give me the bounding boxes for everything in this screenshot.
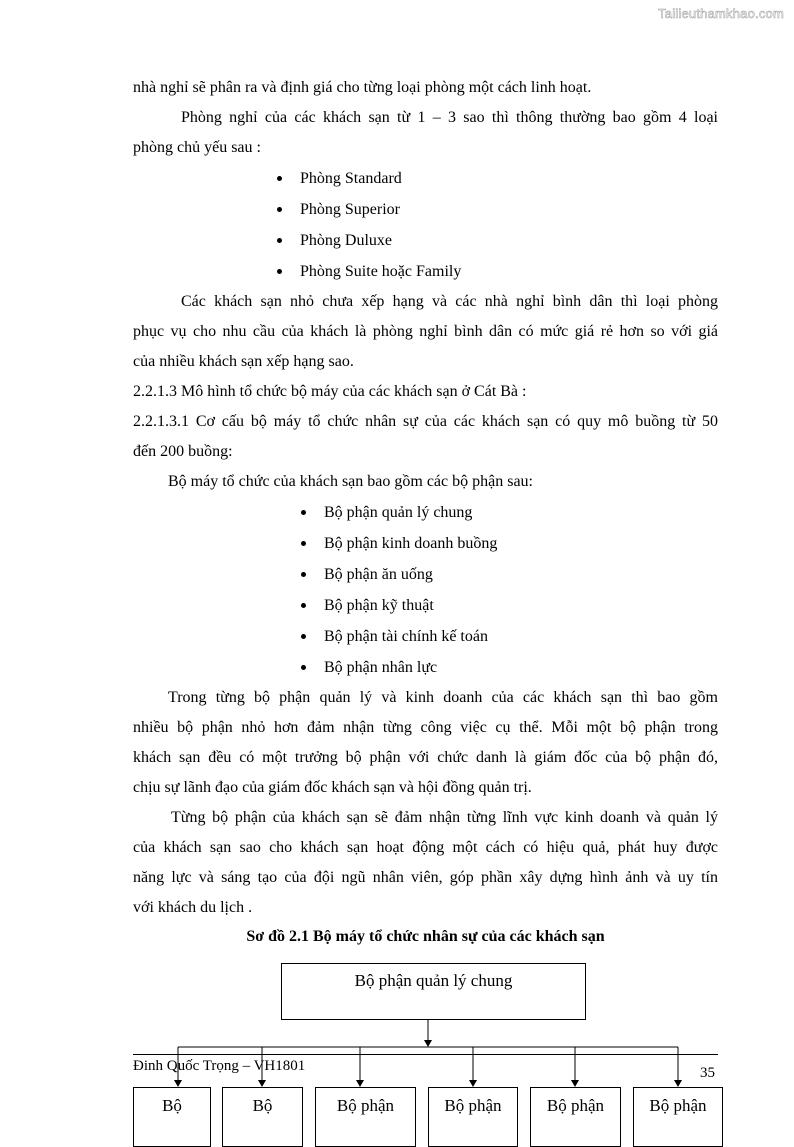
paragraph-line: Từng bộ phận của khách sạn sẽ đảm nhận từng lĩnh vực kinh doanh và quản lý — [171, 809, 718, 826]
diagram-caption: Sơ đồ 2.1 Bộ máy tổ chức nhân sự của các khách sạn — [246, 928, 605, 945]
paragraph-line: Phòng nghỉ của các khách sạn từ 1 – 3 sao thì thông thường bao gồm 4 loại — [181, 109, 718, 126]
room-type-item: Phòng Suite hoặc Family — [300, 262, 461, 282]
paragraph-line: Trong từng bộ phận quản lý và kinh doanh của các khách sạn thì bao gồm — [168, 689, 718, 706]
watermark: Tailieuthamkhao.com — [658, 6, 784, 21]
department-item: Bộ phận tài chính kế toán — [324, 627, 488, 647]
section-heading: 2.2.1.3 Mô hình tổ chức bộ máy của các khách sạn ở Cát Bà : — [133, 383, 527, 400]
room-type-item: Phòng Superior — [300, 200, 400, 220]
footer-author: Đinh Quốc Trọng – VH1801 — [133, 1058, 306, 1074]
subsection-heading: 2.2.1.3.1 Cơ cấu bộ máy tổ chức nhân sự của các khách sạn có quy mô buồng từ 50 — [133, 413, 718, 430]
child-department-box: Bộ phận — [530, 1087, 621, 1147]
paragraph-line: chịu sự lãnh đạo của giám đốc khách sạn và hội đồng quản trị. — [133, 779, 532, 796]
child-department-box: Bộ phận — [633, 1087, 723, 1147]
subsection-heading: đến 200 buồng: — [133, 443, 233, 460]
footer-rule — [133, 1054, 718, 1055]
page-number: 35 — [700, 1065, 715, 1081]
child-department-box: Bộ phận — [315, 1087, 416, 1147]
department-item: Bộ phận kỹ thuật — [324, 596, 434, 616]
child-department-box: Bộ phận — [428, 1087, 518, 1147]
child-department-box: Bộ — [222, 1087, 303, 1147]
department-item: Bộ phận kinh doanh buồng — [324, 534, 497, 554]
paragraph-line: năng lực và sáng tạo của đội ngũ nhân viên, góp phần xây dựng hình ảnh và uy tín — [133, 869, 718, 886]
room-type-item: Phòng Standard — [300, 169, 402, 189]
paragraph-line: Bộ máy tổ chức của khách sạn bao gồm các bộ phận sau: — [168, 473, 533, 490]
paragraph-line: với khách du lịch . — [133, 899, 253, 916]
department-item: Bộ phận nhân lực — [324, 658, 437, 678]
paragraph-line: nhà nghỉ sẽ phân ra và định giá cho từng loại phòng một cách linh hoạt. — [133, 79, 592, 96]
department-item: Bộ phận quản lý chung — [324, 503, 472, 523]
paragraph-line: của nhiều khách sạn xếp hạng sao. — [133, 353, 354, 370]
department-item: Bộ phận ăn uống — [324, 565, 433, 585]
paragraph-line: nhiều bộ phận nhỏ hơn đảm nhận từng công việc cụ thể. Mỗi một bộ phận trong — [133, 719, 718, 736]
paragraph-line: phòng chủ yếu sau : — [133, 139, 261, 156]
room-type-item: Phòng Duluxe — [300, 231, 392, 251]
arrow-icon — [424, 1040, 432, 1047]
paragraph-line: Các khách sạn nhỏ chưa xếp hạng và các nhà nghỉ bình dân thì loại phòng — [181, 293, 718, 310]
paragraph-line: phục vụ cho nhu cầu của khách là phòng nghỉ bình dân có mức giá rẻ hơn so với giá — [133, 323, 718, 340]
paragraph-line: của khách sạn sao cho khách sạn hoạt động một cách có hiệu quả, phát huy được — [133, 839, 718, 856]
management-box: Bộ phận quản lý chung — [281, 963, 586, 1020]
child-department-box: Bộ — [133, 1087, 211, 1147]
paragraph-line: khách sạn đều có một trưởng bộ phận với chức danh là giám đốc của bộ phận đó, — [133, 749, 718, 766]
